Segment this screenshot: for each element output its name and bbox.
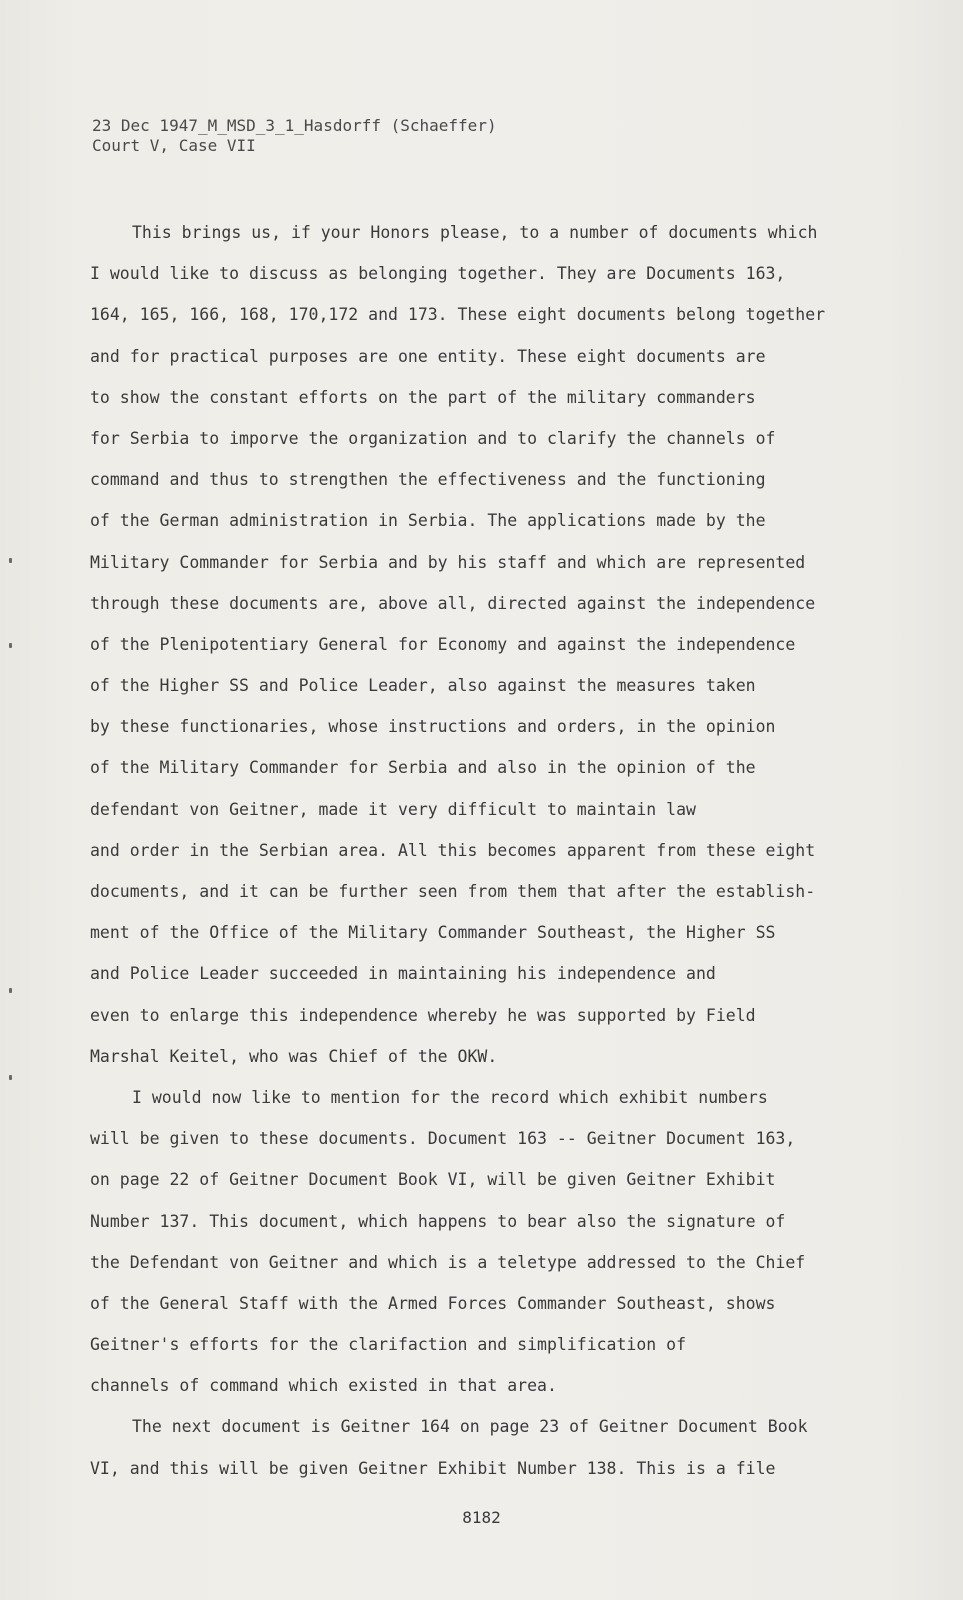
- text-line: This brings us, if your Honors please, to a number of documents which: [132, 223, 818, 242]
- text-line: will be given to these documents. Document 163 -- Geitner Document 163,: [90, 1129, 796, 1149]
- text-line: of the Military Commander for Serbia and also in the opinion of the: [90, 758, 756, 778]
- text-line: by these functionaries, whose instructions and orders, in the opinion: [90, 717, 776, 737]
- text-line: Geitner's efforts for the clarifaction and simplification of: [90, 1335, 687, 1355]
- text-line: the Defendant von Geitner and which is a teletype addressed to the Chief: [90, 1252, 806, 1272]
- text-line: on page 22 of Geitner Document Book VI, will be given Geitner Exhibit: [90, 1170, 776, 1190]
- text-line: and order in the Serbian area. All this becomes apparent from these eight: [90, 840, 816, 860]
- text-line: and Police Leader succeeded in maintaining his independence and: [90, 964, 716, 984]
- text-line: Number 137. This document, which happens to bear also the signature of: [90, 1211, 786, 1231]
- text-line: ment of the Office of the Military Commander Southeast, the Higher SS: [90, 923, 776, 943]
- margin-mark: [9, 558, 12, 563]
- document-body: [90, 218, 890, 1495]
- margin-mark: [9, 1075, 12, 1080]
- text-line: command and thus to strengthen the effectiveness and the functioning: [90, 470, 766, 490]
- text-line: Marshal Keitel, who was Chief of the OKW.: [90, 1046, 498, 1066]
- text-line: The next document is Geitner 164 on page 23 of Geitner Document Book: [132, 1417, 808, 1437]
- text-line: I would like to discuss as belonging together. They are Documents 163,: [90, 264, 786, 284]
- margin-mark: [9, 988, 12, 993]
- text-line: 164, 165, 166, 168, 170,172 and 173. These eight documents belong together: [90, 305, 826, 325]
- text-line: for Serbia to imporve the organization and to clarify the channels of: [90, 428, 776, 448]
- text-line: of the Plenipotentiary General for Economy and against the independence: [90, 634, 796, 654]
- text-line: through these documents are, above all, directed against the independence: [90, 593, 816, 613]
- header-date-line: 23 Dec 1947_M_MSD_3_1_Hasdorff (Schaeffer): [92, 116, 497, 135]
- text-line: Military Commander for Serbia and by his staff and which are represented: [90, 552, 806, 572]
- text-line: even to enlarge this independence whereby he was supported by Field: [90, 1005, 756, 1025]
- document-header: [92, 116, 497, 156]
- text-line: documents, and it can be further seen from them that after the establish-: [90, 882, 816, 901]
- page-number: 8182: [462, 1508, 501, 1527]
- text-line: of the General Staff with the Armed Forces Commander Southeast, shows: [90, 1293, 776, 1313]
- text-line: of the German administration in Serbia. The applications made by the: [90, 511, 766, 531]
- header-court-line: Court V, Case VII: [92, 136, 256, 155]
- text-line: of the Higher SS and Police Leader, also against the measures taken: [90, 676, 756, 696]
- text-line: defendant von Geitner, made it very difficult to maintain law: [90, 799, 696, 819]
- text-line: I would now like to mention for the record which exhibit numbers: [132, 1087, 768, 1107]
- margin-mark: [9, 643, 12, 648]
- text-line: VI, and this will be given Geitner Exhibit Number 138. This is a file: [90, 1458, 776, 1478]
- text-line: to show the constant efforts on the part of the military commanders: [90, 387, 756, 407]
- text-line: and for practical purposes are one entity. These eight documents are: [90, 346, 766, 366]
- text-line: channels of command which existed in that area.: [90, 1376, 557, 1396]
